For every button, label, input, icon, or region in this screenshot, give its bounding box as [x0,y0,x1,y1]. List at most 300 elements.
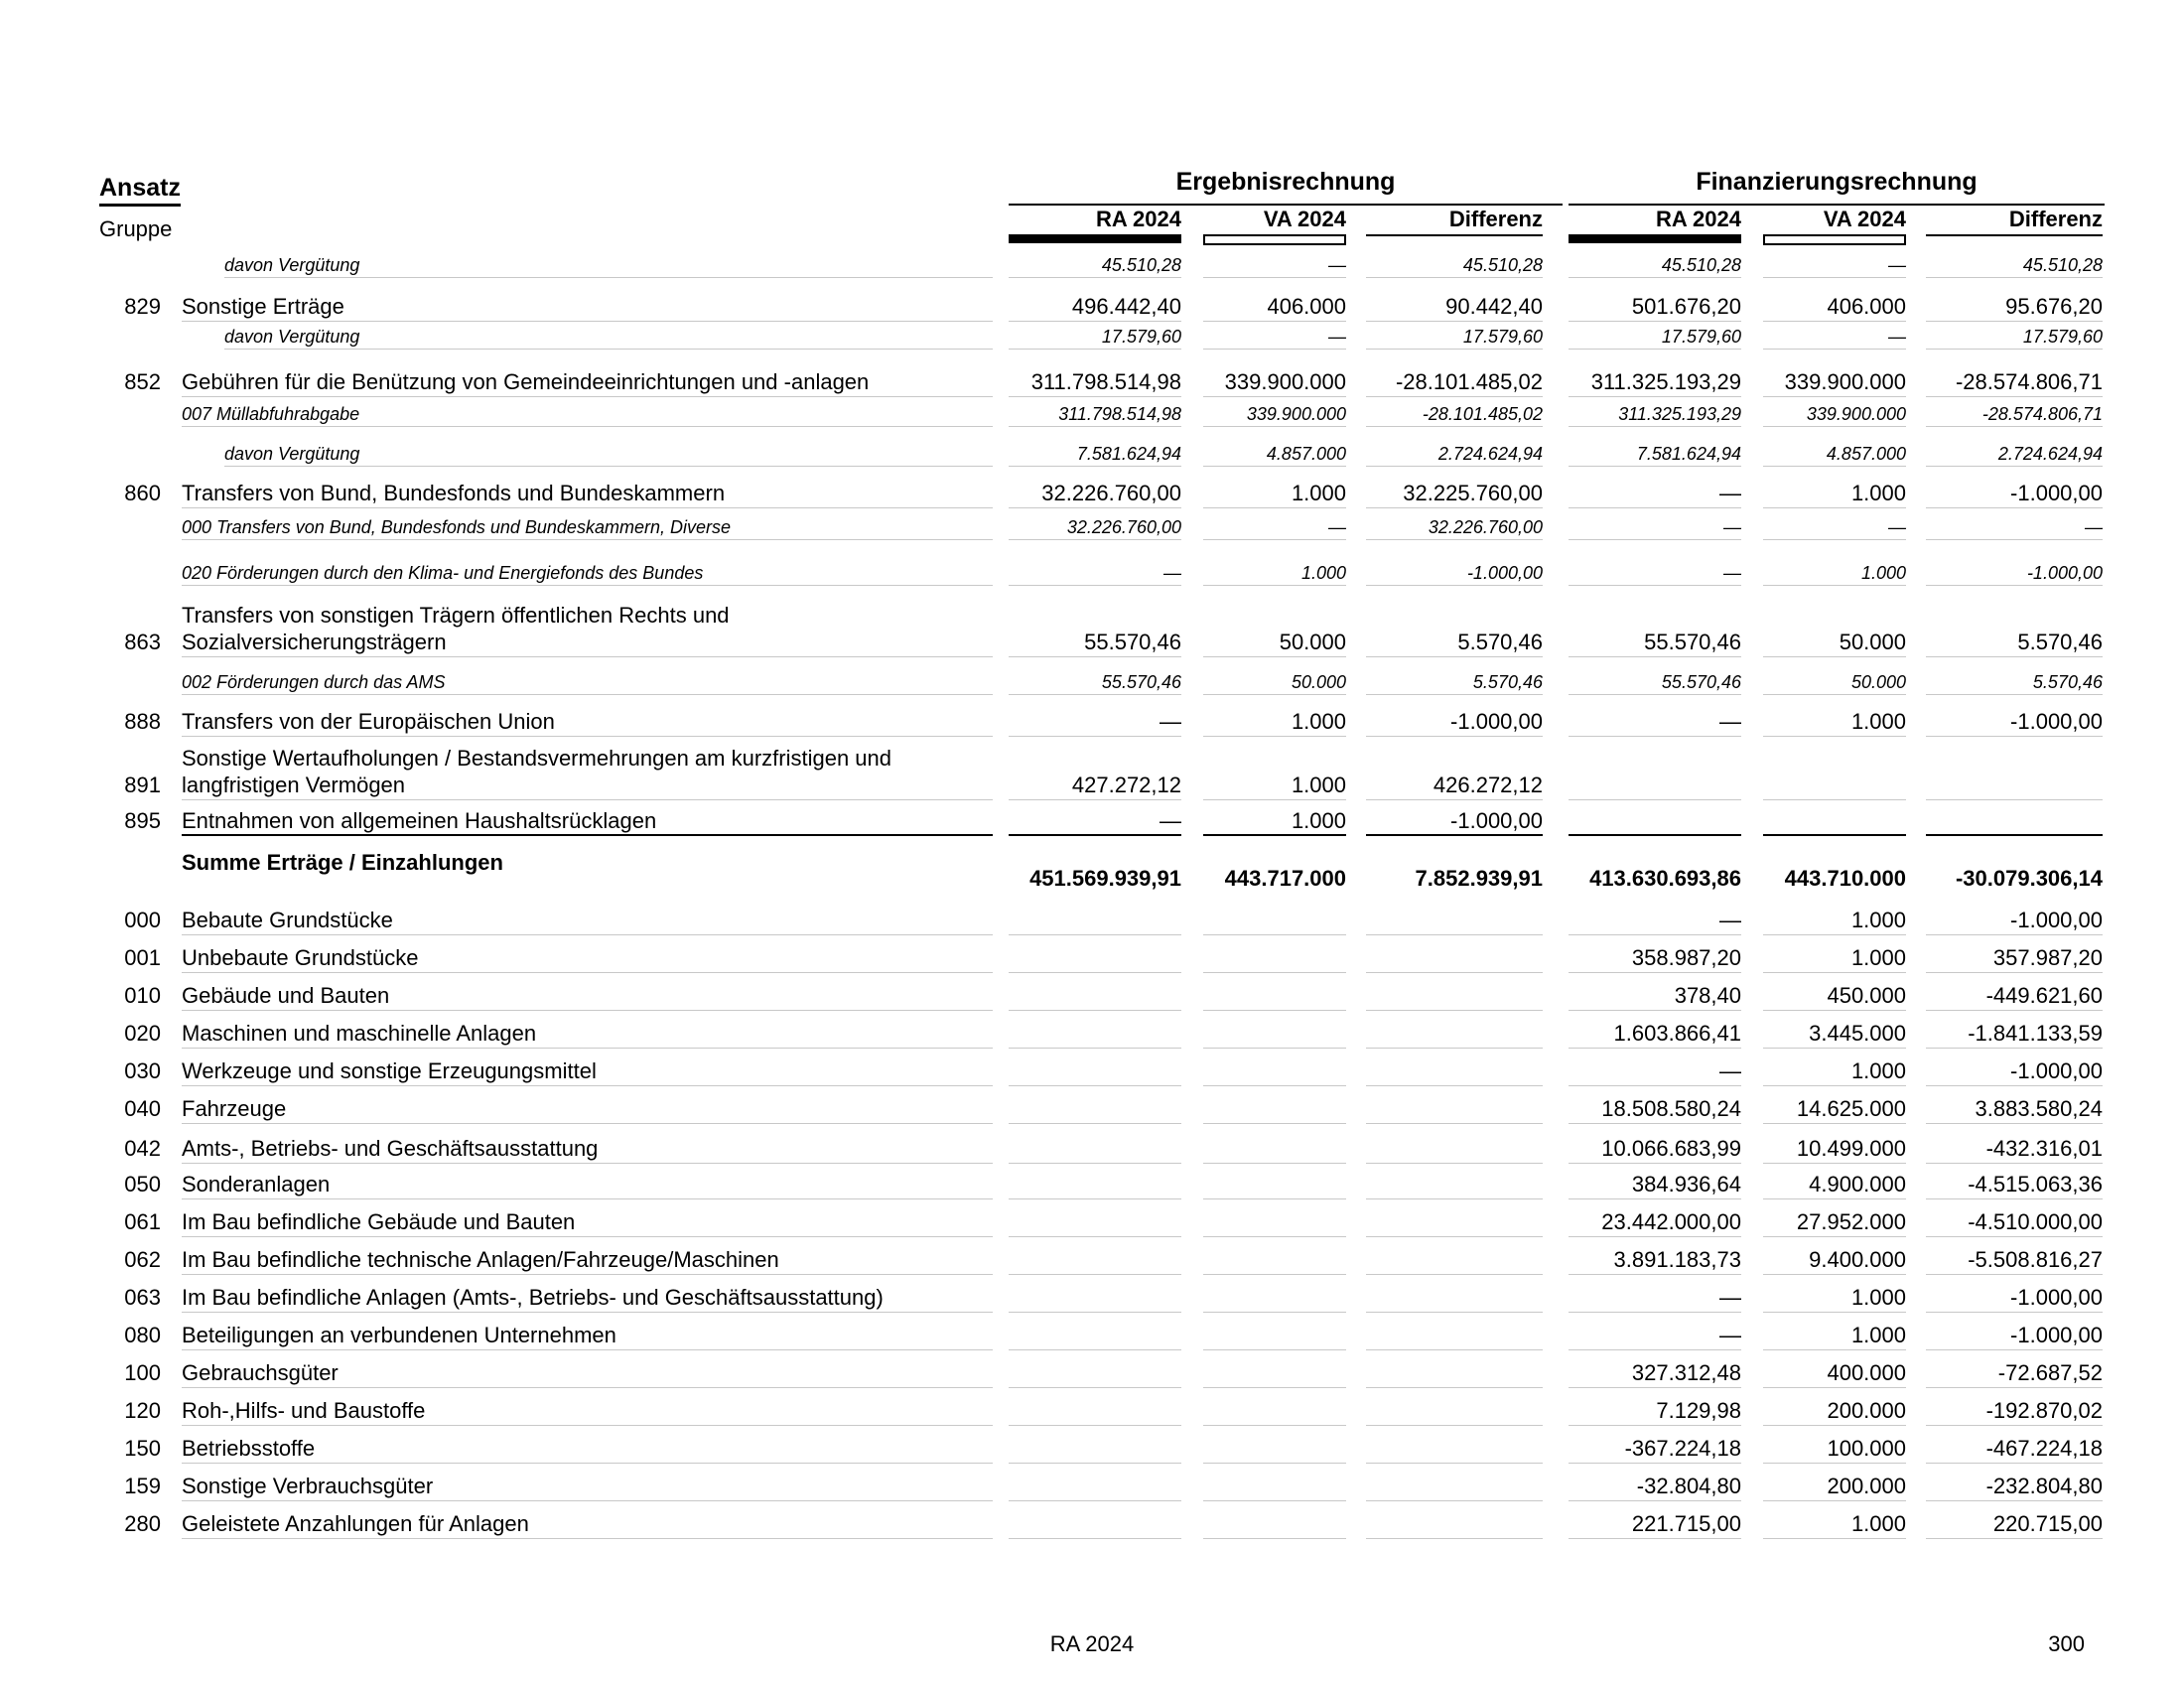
value-ra-finanz: 55.570,46 [1644,630,1741,654]
account-code: 001 [124,945,161,970]
row-rule [182,539,993,540]
cell-rule [1926,349,2103,350]
value-va-finanz: 4.857.000 [1826,444,1906,464]
cell-rule [1926,1538,2103,1539]
account-label: Transfers von sonstigen Trägern öffentlichen Rechts und Sozialversicherungsträgern [182,603,730,654]
ansatz-heading: Ansatz [99,173,181,207]
section-ergebnisrechnung: Ergebnisrechnung [1175,168,1396,196]
table-row [0,1199,2184,1237]
cell-rule [1926,426,2103,427]
value-va-finanz: — [1888,255,1906,275]
cell-rule [1926,277,2103,278]
cell-rule [1009,539,1181,540]
value-ra-ergebnis: 7.581.624,94 [1076,444,1181,464]
value-ra-finanz: 55.570,46 [1661,672,1741,692]
account-code: 050 [124,1172,161,1196]
diff-rule-ergebnis [1366,234,1543,236]
col-va2024-ergebnis: VA 2024 [1263,207,1346,231]
cell-rule [1763,349,1906,350]
value-va-finanz: 339.900.000 [1806,404,1906,424]
value-ra-ergebnis: 427.272,12 [1071,773,1181,797]
cell-rule [1366,736,1543,737]
section-ergebnis-rule [1009,204,1563,206]
cell-rule [1203,834,1346,836]
value-ra-ergebnis: — [1163,563,1181,583]
cell-rule [1569,466,1741,467]
value-va-finanz: 27.952.000 [1796,1209,1906,1234]
account-code: 280 [124,1511,161,1536]
account-code: 000 [124,908,161,932]
cell-rule [1763,736,1906,737]
account-code: 891 [124,773,161,797]
table-row [0,1426,2184,1464]
account-label: Werkzeuge und sonstige Erzeugungsmittel [182,1058,597,1083]
value-ra-ergebnis: 55.570,46 [1084,630,1181,654]
value-ra-finanz: 327.312,48 [1631,1360,1741,1385]
value-diff-finanz: -1.000,00 [2010,481,2103,505]
cell-rule [1009,349,1181,350]
value-diff-finanz: 45.510,28 [2022,255,2103,275]
cell-rule [1926,736,2103,737]
account-code: 062 [124,1247,161,1272]
account-label: Sonstige Erträge [182,294,344,319]
cell-rule [1009,799,1181,800]
cell-rule [1763,466,1906,467]
cell-rule [1926,656,2103,657]
table-row [0,433,2184,467]
value-va-finanz: 3.445.000 [1809,1021,1906,1046]
value-diff-finanz: -1.000,00 [2010,1285,2103,1310]
table-row [0,699,2184,737]
value-diff-finanz: -4.515.063,36 [1968,1172,2103,1196]
col-differenz-ergebnis: Differenz [1448,207,1543,231]
cell-rule [1203,694,1346,695]
value-diff-ergebnis: 32.225.760,00 [1403,481,1543,505]
account-code: 042 [124,1136,161,1161]
table-row [0,973,2184,1011]
cell-rule [1926,585,2103,586]
value-va-finanz: 9.400.000 [1809,1247,1906,1272]
value-ra-ergebnis: — [1160,808,1181,833]
value-ra-ergebnis: 311.798.514,98 [1030,369,1181,394]
value-ra-finanz: -367.224,18 [1624,1436,1741,1461]
value-ra-finanz: — [1719,481,1741,505]
row-rule [182,656,993,657]
value-diff-finanz: -1.841.133,59 [1968,1021,2103,1046]
value-diff-ergebnis: 90.442,40 [1445,294,1543,319]
account-label: Im Bau befindliche Anlagen (Amts-, Betriebs- und Geschäftsausstattung) [182,1285,884,1310]
account-label: Geleistete Anzahlungen für Anlagen [182,1511,529,1536]
cell-rule [1203,426,1346,427]
value-ra-ergebnis: 32.226.760,00 [1041,481,1181,505]
value-ra-finanz: 3.891.183,73 [1613,1247,1741,1272]
account-code: 100 [124,1360,161,1385]
value-ra-finanz: — [1723,563,1741,583]
table-row [0,594,2184,657]
value-ra-finanz: 17.579,60 [1661,327,1741,347]
table-row [0,1162,2184,1199]
cell-rule [1009,834,1181,836]
value-ra-finanz: — [1723,517,1741,537]
value-ra-finanz: 501.676,20 [1631,294,1741,319]
value-diff-ergebnis: 45.510,28 [1462,255,1543,275]
value-ra-finanz: 221.715,00 [1631,1511,1741,1536]
row-rule [224,349,993,350]
cell-rule [1569,694,1741,695]
value-ra-ergebnis: 45.510,28 [1101,255,1181,275]
cell-rule [1763,539,1906,540]
table-row [0,506,2184,540]
account-label: Beteiligungen an verbundenen Unternehmen [182,1323,616,1347]
value-ra-ergebnis: 311.798.514,98 [1058,404,1181,424]
cell-rule [1569,799,1741,800]
cell-rule [1009,466,1181,467]
value-ra-finanz: 1.603.866,41 [1613,1021,1741,1046]
value-va-finanz: 406.000 [1827,294,1906,319]
footer-year: RA 2024 [1049,1631,1135,1656]
account-label: Sonstige Wertaufholungen / Bestandsvermehrungen am kurzfristigen und langfristigen Vermögen [182,746,892,797]
table-row [0,284,2184,322]
cell-rule [1009,694,1181,695]
account-code: 020 [124,1021,161,1046]
value-va-finanz: 50.000 [1850,672,1906,692]
value-ra-finanz: 45.510,28 [1661,255,1741,275]
value-va-finanz: 1.000 [1850,1511,1906,1536]
value-diff-ergebnis: 5.570,46 [1472,672,1543,692]
account-label: Gebühren für die Benützung von Gemeindeeinrichtungen und -anlagen [182,369,870,394]
account-label: Betriebsstoffe [182,1436,316,1461]
cell-rule [1569,539,1741,540]
value-va-finanz: — [1888,327,1906,347]
account-label: Roh-,Hilfs- und Baustoffe [182,1398,426,1423]
value-va-ergebnis: 443.717.000 [1224,866,1346,891]
cell-rule [1009,736,1181,737]
cell-rule [1203,656,1346,657]
cell-rule [1203,539,1346,540]
value-ra-ergebnis: — [1160,709,1181,734]
value-diff-finanz: -1.000,00 [2010,709,2103,734]
account-code: 120 [124,1398,161,1423]
value-diff-ergebnis: -1.000,00 [1466,563,1543,583]
cell-rule [1763,656,1906,657]
cell-rule [1926,799,2103,800]
value-ra-ergebnis: 55.570,46 [1101,672,1181,692]
value-ra-finanz: — [1719,709,1741,734]
account-label: Transfers von der Europäischen Union [182,709,555,734]
account-label: davon Vergütung [224,327,360,347]
value-va-finanz: 1.000 [1860,563,1906,583]
cell-rule [1366,1538,1543,1539]
account-label: Im Bau befindliche technische Anlagen/Fahrzeuge/Maschinen [182,1247,779,1272]
value-diff-finanz: -1.000,00 [2010,908,2103,932]
cell-rule [1366,694,1543,695]
section-finanzierungsrechnung: Finanzierungsrechnung [1696,168,1978,196]
value-va-finanz: 1.000 [1850,1285,1906,1310]
table-row [0,1388,2184,1426]
value-diff-finanz: -232.804,80 [1985,1474,2103,1498]
cell-rule [1009,426,1181,427]
cell-rule [1763,585,1906,586]
cell-rule [1569,349,1741,350]
value-ra-ergebnis: 496.442,40 [1071,294,1181,319]
account-code: 159 [124,1474,161,1498]
cell-rule [1926,694,2103,695]
row-rule [224,277,993,278]
row-rule [224,466,993,467]
account-code: 080 [124,1323,161,1347]
value-diff-finanz: -192.870,02 [1985,1398,2103,1423]
account-code: 150 [124,1436,161,1461]
account-label: Maschinen und maschinelle Anlagen [182,1021,537,1046]
account-label: Sonderanlagen [182,1172,331,1196]
row-rule [182,736,993,737]
col-differenz-finanz: Differenz [2008,207,2103,231]
value-diff-finanz: -1.000,00 [2010,1323,2103,1347]
cell-rule [1009,585,1181,586]
row-rule [182,426,993,427]
account-label: Summe Erträge / Einzahlungen [182,850,503,875]
cell-rule [1366,834,1543,836]
table-row [0,471,2184,508]
value-diff-finanz: -467.224,18 [1985,1436,2103,1461]
value-diff-finanz: 2.724.624,94 [1997,444,2103,464]
value-va-finanz: 14.625.000 [1796,1096,1906,1121]
value-va-finanz: 4.900.000 [1809,1172,1906,1196]
cell-rule [1569,426,1741,427]
value-va-ergebnis: 1.000 [1291,481,1346,505]
value-ra-finanz: 358.987,20 [1631,945,1741,970]
value-diff-ergebnis: 5.570,46 [1457,630,1543,654]
account-code: 895 [124,808,161,833]
value-va-ergebnis: 406.000 [1267,294,1346,319]
value-va-finanz: 200.000 [1827,1398,1906,1423]
value-diff-ergebnis: 17.579,60 [1462,327,1543,347]
value-va-finanz: 10.499.000 [1796,1136,1906,1161]
va-bar-ergebnis [1203,234,1346,245]
value-diff-finanz: — [2085,517,2103,537]
value-ra-ergebnis: 32.226.760,00 [1066,517,1181,537]
value-diff-ergebnis: -28.101.485,02 [1422,404,1543,424]
table-row [0,1086,2184,1124]
value-diff-finanz: 5.570,46 [2032,672,2103,692]
va-bar-finanz [1763,234,1906,245]
cell-rule [1203,349,1346,350]
cell-rule [1366,426,1543,427]
cell-rule [1366,539,1543,540]
account-label: Gebäude und Bauten [182,983,390,1008]
account-label: Unbebaute Grundstücke [182,945,419,970]
table-row [0,1049,2184,1086]
table-row [0,898,2184,935]
value-va-ergebnis: 339.900.000 [1246,404,1346,424]
cell-rule [1203,585,1346,586]
cell-rule [1569,834,1741,836]
cell-rule [1366,349,1543,350]
value-va-ergebnis: 1.000 [1291,709,1346,734]
cell-rule [1366,799,1543,800]
value-diff-finanz: -432.316,01 [1985,1136,2103,1161]
value-va-finanz: 50.000 [1839,630,1906,654]
value-diff-ergebnis: -28.101.485,02 [1395,369,1543,394]
cell-rule [1203,1538,1346,1539]
cell-rule [1763,799,1906,800]
cell-rule [1009,277,1181,278]
value-ra-finanz: -32.804,80 [1636,1474,1741,1498]
value-va-finanz: 1.000 [1850,709,1906,734]
cell-rule [1763,1538,1906,1539]
account-code: 888 [124,709,161,734]
value-diff-finanz: 357.987,20 [1992,945,2103,970]
account-label: 020 Förderungen durch den Klima- und Energiefonds des Bundes [182,563,704,583]
table-row [0,248,2184,278]
value-va-finanz: 339.900.000 [1784,369,1906,394]
value-ra-finanz: 7.581.624,94 [1636,444,1741,464]
account-code: 860 [124,481,161,505]
value-diff-ergebnis: 426.272,12 [1433,773,1543,797]
cell-rule [1569,656,1741,657]
account-code: 063 [124,1285,161,1310]
table-row [0,1464,2184,1501]
ra-bar-finanz [1569,234,1741,243]
value-va-ergebnis: 50.000 [1279,630,1346,654]
cell-rule [1763,694,1906,695]
account-label: Im Bau befindliche Gebäude und Bauten [182,1209,576,1234]
value-va-ergebnis: 1.000 [1291,808,1346,833]
cell-rule [1366,277,1543,278]
account-label: 000 Transfers von Bund, Bundesfonds und Bundeskammern, Diverse [182,517,731,537]
value-va-finanz: 1.000 [1850,945,1906,970]
cell-rule [1366,466,1543,467]
account-code: 010 [124,983,161,1008]
account-code: 829 [124,294,161,319]
account-label: Bebaute Grundstücke [182,908,393,932]
row-rule [182,694,993,695]
value-diff-ergebnis: 7.852.939,91 [1415,866,1543,891]
cell-rule [1569,1538,1741,1539]
account-label: Sonstige Verbrauchsgüter [182,1474,434,1498]
col-va2024-finanz: VA 2024 [1823,207,1906,231]
account-code: 040 [124,1096,161,1121]
value-va-finanz: 1.000 [1850,908,1906,932]
cell-rule [1763,426,1906,427]
value-va-ergebnis: — [1328,255,1346,275]
value-va-ergebnis: — [1328,327,1346,347]
cell-rule [1569,736,1741,737]
cell-rule [1926,539,2103,540]
account-label: Transfers von Bund, Bundesfonds und Bundeskammern [182,481,726,505]
cell-rule [1203,799,1346,800]
value-ra-finanz: 311.325.193,29 [1618,404,1741,424]
ra-bar-ergebnis [1009,234,1181,243]
value-va-ergebnis: 339.900.000 [1224,369,1346,394]
section-finanz-rule [1569,204,2105,206]
value-diff-ergebnis: -1.000,00 [1450,709,1543,734]
table-row [0,1501,2184,1539]
value-diff-ergebnis: -1.000,00 [1450,808,1543,833]
row-rule [182,834,993,836]
account-label: 007 Müllabfuhrabgabe [182,404,360,424]
table-row [0,1011,2184,1049]
table-row [0,1237,2184,1275]
table-row [0,1124,2184,1164]
value-diff-finanz: 95.676,20 [2005,294,2103,319]
value-va-finanz: 450.000 [1827,983,1906,1008]
total-row [0,842,2184,896]
value-va-ergebnis: 1.000 [1291,773,1346,797]
value-va-finanz: 200.000 [1827,1474,1906,1498]
account-code: 061 [124,1209,161,1234]
value-ra-ergebnis: 17.579,60 [1101,327,1181,347]
value-ra-finanz: 7.129,98 [1656,1398,1741,1423]
value-ra-ergebnis: 451.569.939,91 [1029,866,1181,891]
value-ra-finanz: 378,40 [1674,983,1741,1008]
value-ra-finanz: — [1719,1285,1741,1310]
gruppe-heading: Gruppe [99,216,173,241]
cell-rule [1569,277,1741,278]
account-label: Gebrauchsgüter [182,1360,339,1385]
value-va-ergebnis: 4.857.000 [1266,444,1346,464]
table-row [0,1350,2184,1388]
cell-rule [1009,1538,1181,1539]
value-va-finanz: 1.000 [1850,1323,1906,1347]
account-label: Entnahmen von allgemeinen Haushaltsrücklagen [182,808,657,833]
table-row [0,322,2184,350]
value-va-finanz: 443.710.000 [1784,866,1906,891]
value-diff-finanz: 5.570,46 [2017,630,2103,654]
cell-rule [1203,466,1346,467]
table-row [0,1275,2184,1313]
cell-rule [1926,834,2103,836]
account-code: 863 [124,630,161,654]
value-diff-finanz: -5.508.816,27 [1968,1247,2103,1272]
value-ra-finanz: — [1719,1058,1741,1083]
value-va-finanz: — [1888,517,1906,537]
value-diff-finanz: 17.579,60 [2022,327,2103,347]
col-ra2024-ergebnis: RA 2024 [1095,207,1181,231]
value-diff-finanz: -30.079.306,14 [1955,866,2103,891]
value-ra-finanz: — [1719,1323,1741,1347]
table-row [0,391,2184,427]
value-diff-finanz: -449.621,60 [1985,983,2103,1008]
value-diff-finanz: -1.000,00 [2010,1058,2103,1083]
col-ra2024-finanz: RA 2024 [1655,207,1741,231]
value-va-ergebnis: 50.000 [1291,672,1346,692]
cell-rule [1203,736,1346,737]
page-number: 300 [2048,1631,2085,1656]
account-label: davon Vergütung [224,255,360,275]
cell-rule [1926,466,2103,467]
value-va-finanz: 400.000 [1827,1360,1906,1385]
account-label: 002 Förderungen durch das AMS [182,672,446,692]
value-diff-ergebnis: 32.226.760,00 [1428,517,1543,537]
value-diff-finanz: 3.883.580,24 [1975,1096,2103,1121]
value-va-ergebnis: — [1328,517,1346,537]
cell-rule [1203,277,1346,278]
value-diff-ergebnis: 2.724.624,94 [1437,444,1543,464]
value-ra-finanz: 18.508.580,24 [1601,1096,1741,1121]
value-diff-finanz: -1.000,00 [2026,563,2103,583]
row-rule [182,1538,993,1539]
value-ra-finanz: 10.066.683,99 [1601,1136,1741,1161]
cell-rule [1366,656,1543,657]
value-va-finanz: 100.000 [1827,1436,1906,1461]
account-label: davon Vergütung [224,444,360,464]
cell-rule [1763,277,1906,278]
table-row [0,935,2184,973]
table-row [0,1313,2184,1350]
value-ra-finanz: 413.630.693,86 [1589,866,1741,891]
value-diff-finanz: -72.687,52 [1997,1360,2103,1385]
